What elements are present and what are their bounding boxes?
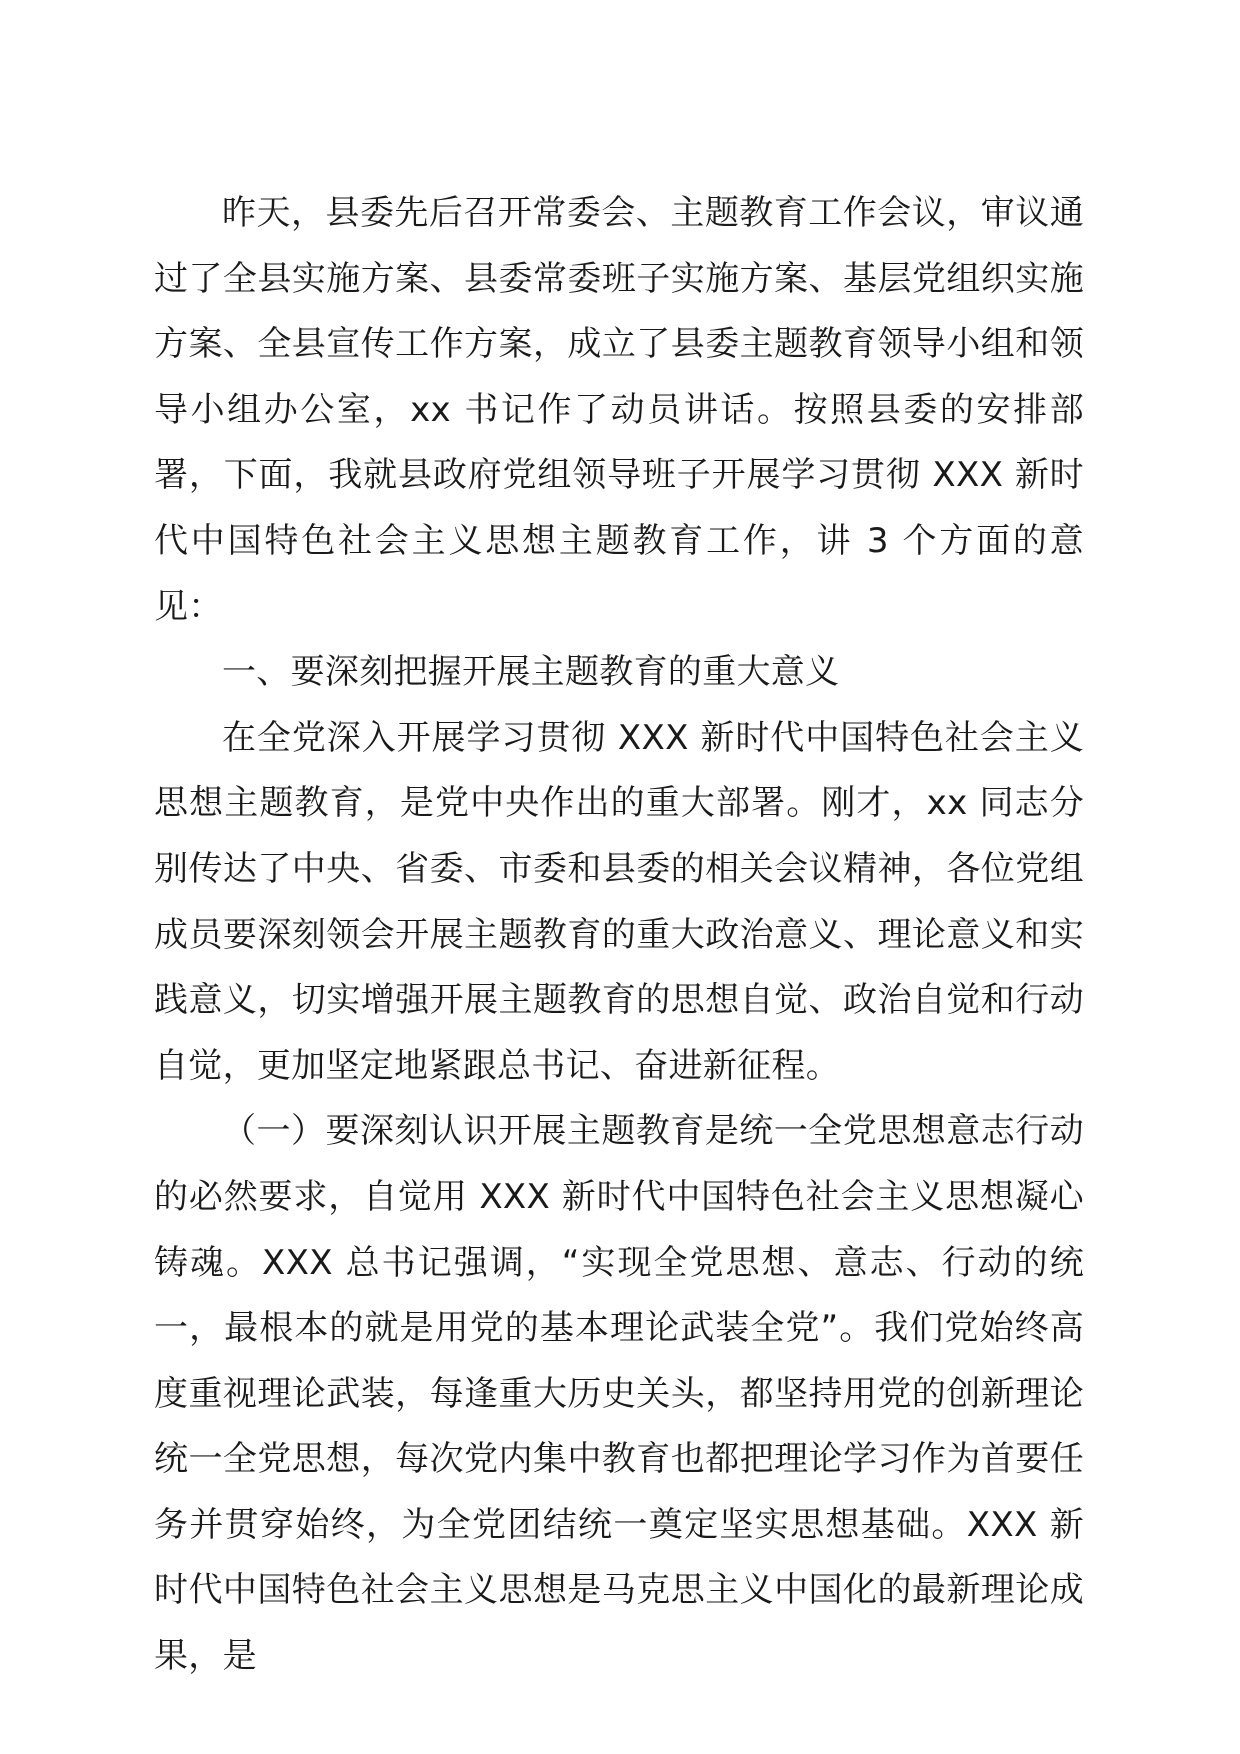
- paragraph-section-1: 在全党深入开展学习贯彻 XXX 新时代中国特色社会主义思想主题教育，是党中央作出的重大部署。刚才，xx 同志分别传达了中央、省委、市委和县委的相关会议精神，各位党组成员要深刻领会开展主题教育的重大政治意义、理论意义和实践意义，切实增强开展主题教育的思想自觉、政治自觉和行动自觉，更加坚定地紧跟总书记、奋进新征程。: [154, 717, 1084, 1086]
- body-text: [154, 181, 1084, 1690]
- section-heading-1: 一、要深刻把握开展主题教育的重大意义: [222, 652, 840, 693]
- paragraph-subsection-1: （一）要深刻认识开展主题教育是统一全党思想意志行动的必然要求，自觉用 XXX 新时代中国特色社会主义思想凝心铸魂。XXX 总书记强调，“实现全党思想、意志、行动的统一，最根本的就是用党的基本理论武装全党”。我们党始终高度重视理论武装，每逢重大历史关头，都坚持用党的创新理论统一全党思想，每次党内集中教育也都把理论学习作为首要任务并贯穿始终，为全党团结统一奠定坚实思想基础。XXX 新时代中国特色社会主义思想是马克思主义中国化的最新理论成果，是: [154, 1111, 1084, 1677]
- paragraph-intro: 昨天，县委先后召开常委会、主题教育工作会议，审议通过了全县实施方案、县委常委班子实施方案、基层党组织实施方案、全县宣传工作方案，成立了县委主题教育领导小组和领导小组办公室，xx 书记作了动员讲话。按照县委的安排部署，下面，我就县政府党组领导班子开展学习贯彻 XXX 新时代中国特色社会主义思想主题教育工作，讲 3 个方面的意见：: [154, 193, 1084, 627]
